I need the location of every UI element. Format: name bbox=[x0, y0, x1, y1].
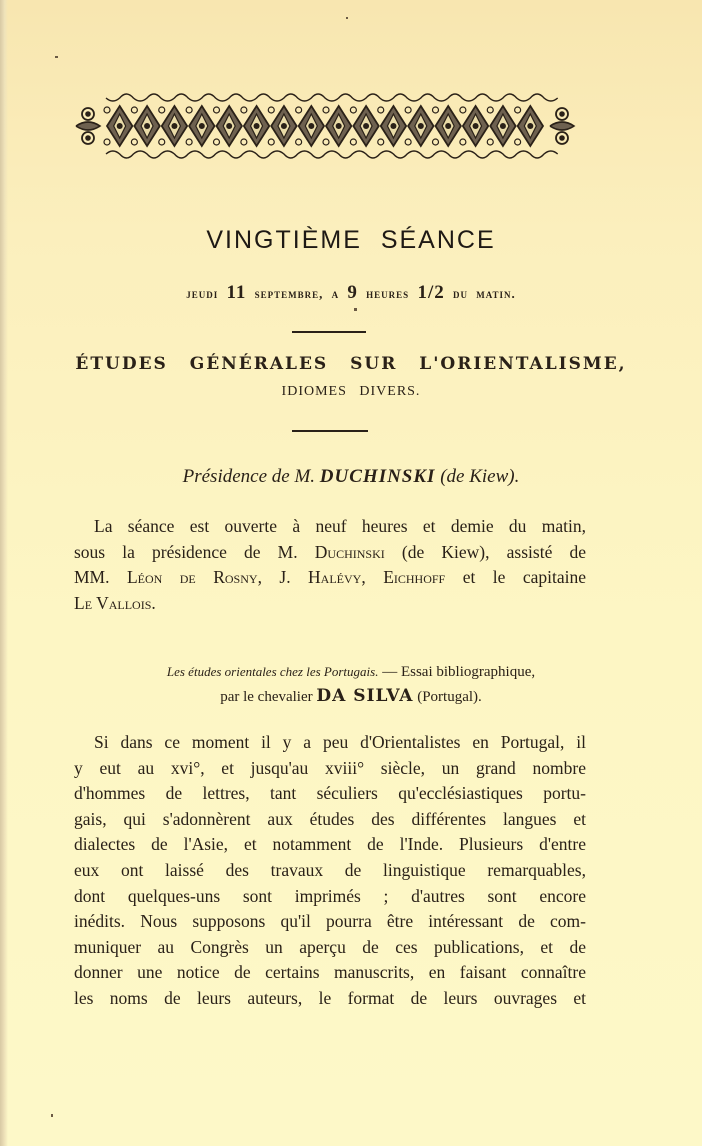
text-line bbox=[74, 514, 586, 540]
date-rest: du matin. bbox=[452, 286, 516, 301]
reference-country: (Portugal). bbox=[413, 689, 482, 705]
text-line bbox=[74, 591, 586, 617]
section-divider-top bbox=[292, 331, 366, 333]
section-title: ÉTUDES GÉNÉRALES SUR L'ORIENTALISME, bbox=[75, 354, 627, 374]
text-line: Si dans ce moment il y a peu d'Orientalistes en Portugal, il bbox=[94, 732, 586, 752]
section-divider-bottom bbox=[292, 430, 368, 432]
president-name: DUCHINSKI bbox=[319, 466, 436, 487]
text-segment: MM. bbox=[74, 567, 127, 588]
date-hours-word: heures bbox=[366, 286, 410, 301]
ink-speck bbox=[55, 56, 58, 58]
date-hour: 9 bbox=[347, 282, 358, 303]
date-day-number: 11 bbox=[226, 282, 247, 303]
ink-speck bbox=[354, 308, 357, 311]
text-line: muniquer au Congrès un aperçu de ces publications, et de bbox=[74, 936, 586, 957]
person-name: Le Vallois bbox=[74, 592, 152, 613]
decorative-headpiece-ornament bbox=[72, 86, 578, 166]
text-line: dont quelques-uns sont imprimés ; d'autres sont encore bbox=[74, 885, 586, 906]
text-segment: , bbox=[361, 567, 384, 588]
session-title: VINGTIÈME SÉANCE bbox=[206, 226, 496, 254]
text-segment: La séance est ouverte à neuf heures et demie du matin, bbox=[94, 516, 586, 536]
text-line: dialectes de l'Asie, et notamment de l'Inde. Plusieurs d'entre bbox=[74, 834, 586, 855]
person-name: Eichhoff bbox=[383, 567, 446, 588]
reference-title: Les études orientales chez les Portugais. bbox=[166, 664, 379, 679]
reference-description: — Essai bibliographique, bbox=[378, 664, 536, 680]
date-month: septembre, a bbox=[254, 286, 340, 301]
ink-speck bbox=[51, 1114, 53, 1117]
date-fraction: 1/2 bbox=[417, 282, 445, 303]
text-segment: . bbox=[151, 592, 156, 613]
date-day: jeudi bbox=[186, 286, 219, 301]
text-line: donner une notice de certains manuscrits, en faisant connaître bbox=[74, 962, 586, 983]
body-paragraph bbox=[74, 730, 586, 1012]
ink-speck bbox=[346, 17, 348, 19]
text-line: d'hommes de lettres, tant séculiers qu'ecclésiastiques portu- bbox=[74, 783, 586, 804]
reference-author: DA SILVA bbox=[316, 686, 414, 706]
text-line bbox=[74, 565, 586, 591]
text-line: gais, qui s'adonnèrent aux études des différentes langues et bbox=[74, 808, 586, 829]
person-name: Léon de Rosny bbox=[126, 567, 258, 588]
session-date bbox=[0, 282, 702, 304]
text-segment: , J. bbox=[257, 567, 309, 588]
text-line: les noms de leurs auteurs, le format de leurs ouvrages et bbox=[74, 987, 586, 1008]
section-subtitle: IDIOMES DIVERS. bbox=[281, 384, 421, 399]
paper-reference bbox=[0, 660, 702, 709]
text-segment: (de Kiew), assisté de bbox=[384, 541, 586, 562]
presidency-suffix: (de Kiew). bbox=[440, 466, 520, 487]
text-line bbox=[74, 540, 586, 566]
text-line: y eut au xvi°, et jusqu'au xviii° siècle, un grand nombre bbox=[74, 757, 586, 778]
opening-paragraph bbox=[74, 514, 586, 616]
page-gutter-shadow bbox=[0, 0, 8, 1146]
presidency-prefix: Présidence de M. bbox=[182, 466, 316, 487]
reference-line-2 bbox=[0, 684, 702, 709]
text-segment: sous la présidence de M. bbox=[74, 541, 315, 562]
reference-author-prefix: par le chevalier bbox=[220, 689, 317, 705]
text-line: inédits. Nous supposons qu'il pourra être intéressant de com- bbox=[74, 911, 586, 932]
reference-line-1 bbox=[0, 660, 702, 684]
text-line: eux ont laissé des travaux de linguistique remarquables, bbox=[74, 859, 586, 880]
person-name: Halévy bbox=[308, 567, 362, 588]
person-name: Duchinski bbox=[314, 541, 385, 562]
text-segment: et le capitaine bbox=[445, 567, 587, 588]
presidency-line bbox=[0, 466, 702, 488]
